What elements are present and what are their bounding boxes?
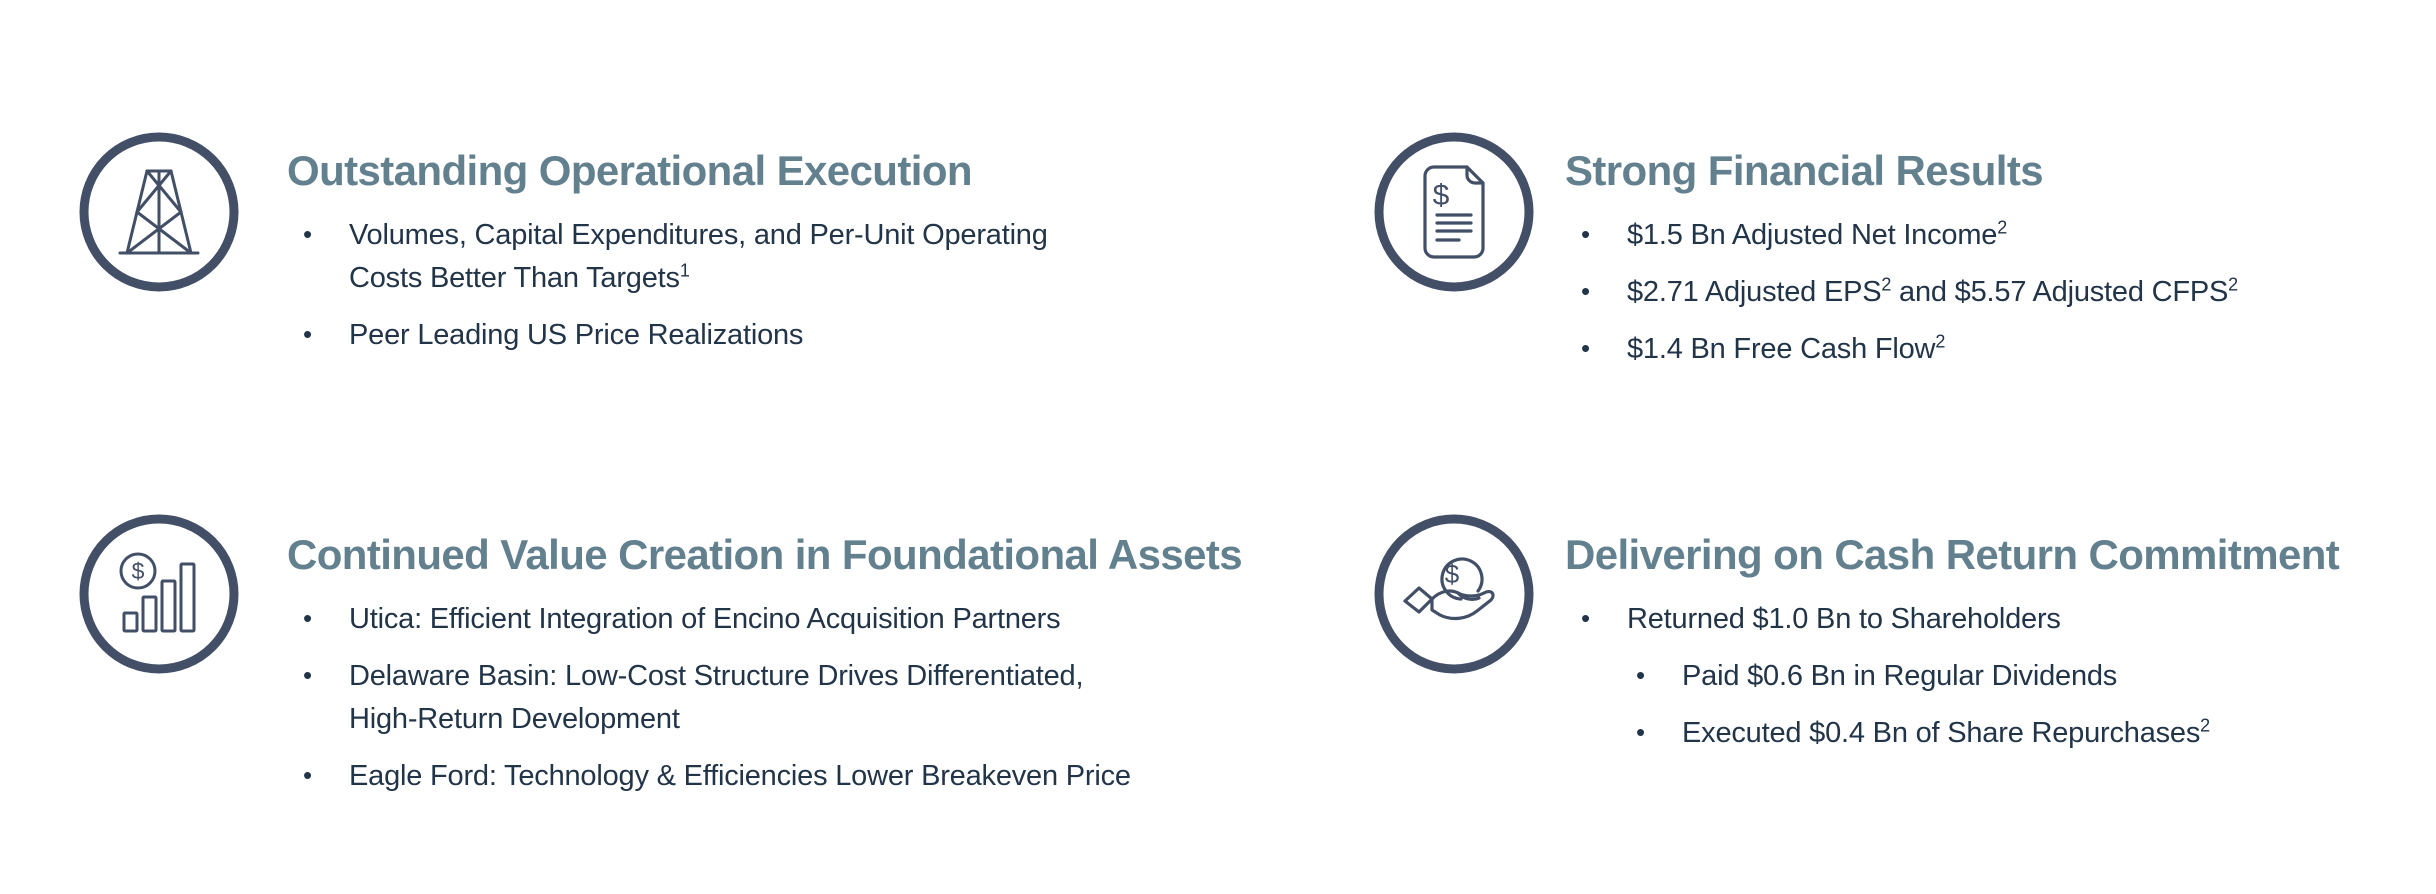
bullet-item bbox=[1620, 655, 2425, 698]
bullet-text: Peer Leading US Price Realizations bbox=[349, 319, 804, 351]
bullet-item bbox=[287, 214, 1287, 300]
bullet-text: $2.71 Adjusted EPS$^2$ and $5.57 Adjusted CFPS$^2$ bbox=[1627, 274, 2238, 308]
bullet-list bbox=[287, 598, 1307, 798]
section-title: Outstanding Operational Execution bbox=[287, 147, 972, 194]
bullet-item bbox=[287, 655, 1307, 741]
bullet-item bbox=[1565, 328, 2405, 371]
bullet-dot: • bbox=[303, 319, 312, 349]
bullet-item bbox=[287, 598, 1307, 641]
bullet-list bbox=[1565, 214, 2405, 371]
bullet-text: $1.5 Bn Adjusted Net Income$^2$ bbox=[1627, 217, 2008, 251]
bullet-dot: • bbox=[303, 760, 312, 790]
section-title: Continued Value Creation in Foundational Assets bbox=[287, 531, 1243, 578]
bullet-item bbox=[1620, 712, 2425, 755]
bullet-text: Delaware Basin: Low-Cost Structure Drives Differentiated, High-Return Development bbox=[349, 660, 1084, 735]
svg-text:$: $ bbox=[1432, 179, 1450, 212]
bullet-dot: • bbox=[1581, 219, 1590, 249]
bullet-item bbox=[287, 755, 1307, 798]
bullet-text: Returned $1.0 Bn to Shareholders bbox=[1627, 603, 2061, 635]
bullet-dot: • bbox=[303, 603, 312, 633]
bullet-dot: • bbox=[1636, 660, 1645, 690]
bullet-text: $1.4 Bn Free Cash Flow$^2$ bbox=[1627, 331, 1946, 365]
svg-text:$: $ bbox=[131, 558, 145, 584]
dollar-document-icon bbox=[1373, 131, 1535, 293]
bullet-item bbox=[1565, 271, 2405, 314]
section-title: Strong Financial Results bbox=[1565, 147, 2044, 194]
bullet-text: Eagle Ford: Technology & Efficiencies Lower Breakeven Price bbox=[349, 760, 1131, 792]
quadrant-operational-execution bbox=[287, 147, 1287, 371]
bullet-item bbox=[1565, 214, 2405, 257]
bullet-list bbox=[287, 214, 1287, 357]
bullet-dot: • bbox=[1581, 276, 1590, 306]
hand-coin-icon bbox=[1373, 513, 1535, 675]
bullet-text: Utica: Efficient Integration of Encino Acquisition Partners bbox=[349, 603, 1061, 635]
bullet-dot: • bbox=[1581, 603, 1590, 633]
bullet-dot: • bbox=[1636, 717, 1645, 747]
bullet-item bbox=[287, 314, 1287, 357]
bullet-text: Executed $0.4 Bn of Share Repurchases$^2$ bbox=[1682, 715, 2210, 749]
quadrant-cash-return bbox=[1565, 531, 2425, 769]
svg-text:$: $ bbox=[1444, 559, 1460, 589]
bullet-dot: • bbox=[303, 219, 312, 249]
bullet-dot: • bbox=[303, 660, 312, 690]
bullet-text: Volumes, Capital Expenditures, and Per-Unit Operating Costs Better Than Targets$^1$ bbox=[349, 219, 1048, 294]
bullet-list bbox=[1565, 598, 2425, 755]
section-title: Delivering on Cash Return Commitment bbox=[1565, 531, 2340, 578]
bullet-dot: • bbox=[1581, 333, 1590, 363]
dollar-bar-chart-icon bbox=[78, 513, 240, 675]
bullet-item bbox=[1565, 598, 2425, 641]
bullet-text: Paid $0.6 Bn in Regular Dividends bbox=[1682, 660, 2118, 692]
oil-derrick-icon bbox=[78, 131, 240, 293]
quadrant-foundational-assets bbox=[287, 531, 1307, 812]
quadrant-financial-results bbox=[1565, 147, 2405, 385]
